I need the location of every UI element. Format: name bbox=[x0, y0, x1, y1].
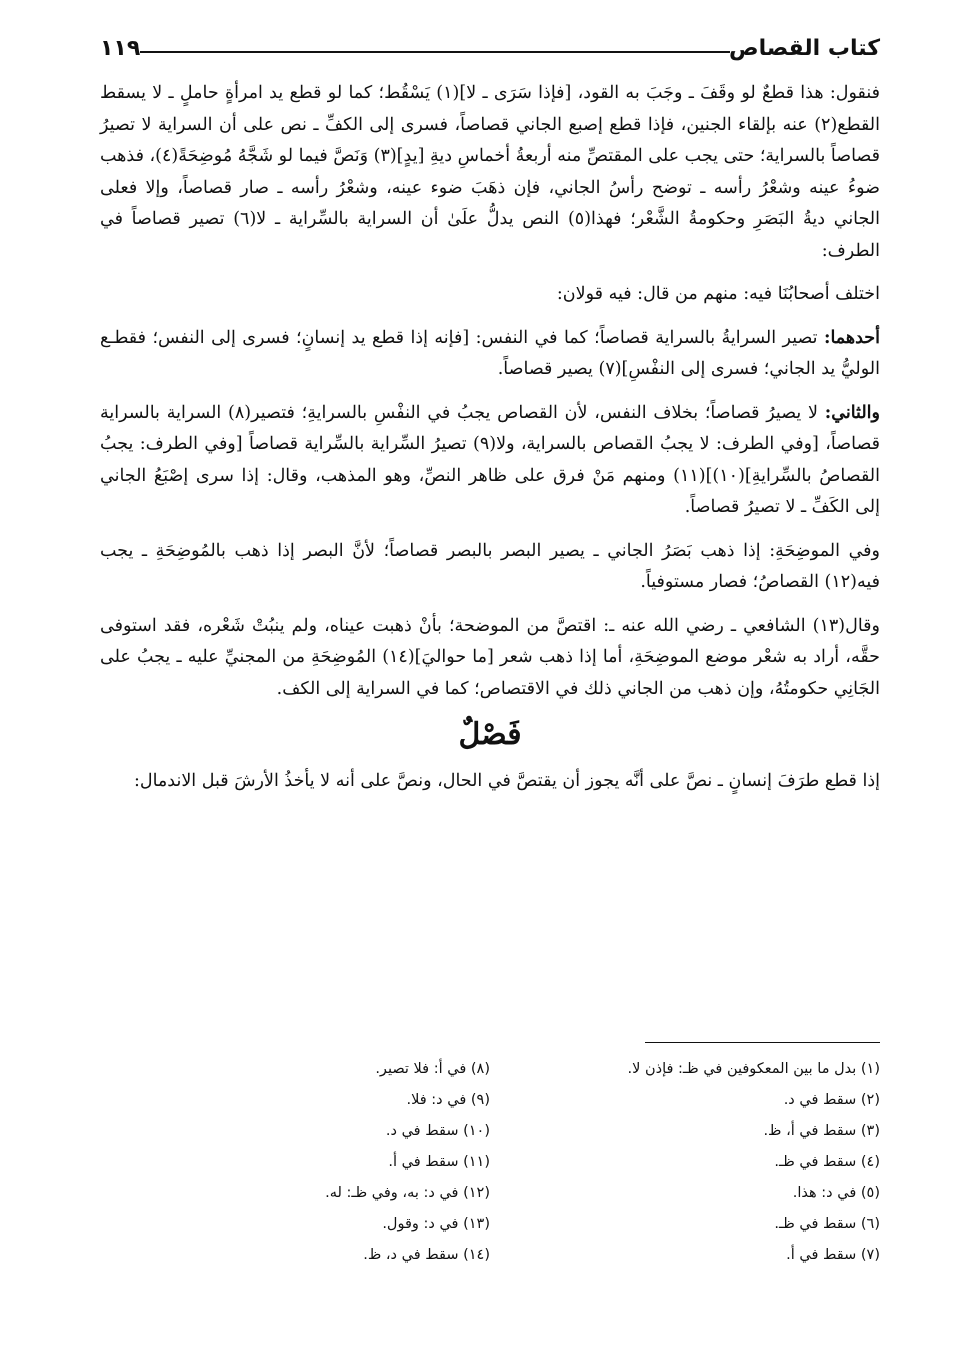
footnotes-left-column bbox=[110, 1054, 490, 1271]
section-heading: فَصْلٌ bbox=[458, 717, 522, 752]
paragraph-text: وقال(١٣) الشافعي ـ رضي الله عنه ـ: اقتصَّ من الموضحة؛ بأنْ ذهبت عيناه، ولم ينبُتْ شَعْره، فقد استوفى حقَّه، أراد به شعْر موضع الموضِحَةِ، أما إذا ذهب شعر [ما حواليَ](١٤) المُوضِحَةِ من المجنيِّ عليه ـ يجبُ على الجَانِي حكومتُهُ، وإن ذهب من الجاني ذلك في الاقتصاص؛ كما في السراية إلى الكف. bbox=[100, 615, 880, 699]
footnote: (٨) في أ: فلا تصير. bbox=[375, 1061, 490, 1077]
paragraph-text: وفي الموضِحَةِ: إذا ذهب بَصَرُ الجاني ـ يصير البصر بالبصر قصاصاً؛ لأنَّ البصر إذا ذهب بالمُوضِحَةِ ـ يجب فيه(١٢) القصاصُ؛ فصار مستوفياً. bbox=[100, 540, 880, 592]
footnotes-right-column bbox=[500, 1054, 880, 1271]
paragraph bbox=[100, 323, 880, 386]
paragraph bbox=[100, 611, 880, 706]
section-paragraph bbox=[100, 766, 880, 798]
footnote: (٢) سقط في د. bbox=[783, 1092, 880, 1108]
footnote: (٥) في د: هذا. bbox=[792, 1185, 880, 1201]
paragraph bbox=[100, 279, 880, 311]
paragraph-text: فنقول: هذا قطعٌ لو وقَفَ ـ وجَبَ به القود، [فإذا سَرَى ـ لا](١) يَسْقُط؛ كما لو قطع يد امرأةٍ حاملٍ ـ لا يسقط القطع(٢) عنه بإلقاء الجنين، فإذا قطع إصبع الجاني قصاصاً، فسرى إلى الكفِّ ـ نص على أن السراية لا تصيرُ قصاصاً بالسراية؛ حتى يجب على المقتصِّ منه أربعةُ أخماسِ ديةِ [يدٍ](٣) وَنَصَّ فيما لو شَجَّهُ مُوضِحَةً(٤)، فذهب ضوءُ عينه وشعْرُ رأسه ـ توضح رأسُ الجاني، فإن ذهَبَ ضوء عينه، وشعْرُ رأسه ـ صار قصاصاً، وإلا فعلى الجاني ديةُ البَصَرِ وحكومةُ الشَّعْر؛ فهذا(٥) النص يدلُّ علَىٰ أن السراية بالسِّراية ـ لا(٦) تصير قصاصاً في الطرف: bbox=[100, 83, 881, 261]
paragraph-text: إذا قطع طرَفَ إنسانٍ ـ نصَّ على أنَّه يجوز أن يقتصَّ في الحال، ونصَّ على أنه لا يأخذُ الأرشَ قبل الاندمال: bbox=[133, 771, 880, 791]
header-rule bbox=[140, 51, 730, 53]
paragraph-lead: والثاني: bbox=[824, 402, 880, 423]
paragraph-text: لا يصيرُ قصاصاً؛ بخلاف النفس، لأن القصاص يجبُ في النفْسِ بالسرايةِ؛ فتصير(٨) السراية بالسراية قصاصاً، [وفي الطرف: لا يجبُ القصاص بالسراية، ولا(٩) تصيرُ السِّراية بالسِّراية قصاصاً [وفي الطرف: يجبُ القصاصُ بالسِّرايةِ](١٠)](١١) ومنهم مَنْ فرق على ظاهر النصِّ، وهو المذهب، وقال: إذا سرى إصْبَعُ الجاني إلى الكَفِّ ـ لا تصيرُ قصاصاً. bbox=[100, 402, 880, 517]
paragraph-lead: أحدهما: bbox=[823, 327, 880, 348]
footnote: (١٠) سقط في د. bbox=[385, 1123, 490, 1139]
paragraph bbox=[100, 536, 880, 599]
paragraph-text: اختلف أصحابُنَا فيه: منهم من قال: فيه قولان: bbox=[556, 284, 880, 304]
footnotes bbox=[100, 1054, 880, 1314]
footnote: (١) بدل ما بين المعكوفين في ظـ: فإذن لا. bbox=[627, 1061, 880, 1077]
footnote: (٧) سقط في أ. bbox=[786, 1247, 880, 1263]
paragraph-text: تصير السرايةُ بالسراية قصاصاً؛ كما في النفس: [فإنه إذا قطع يد إنسانٍ؛ فسرى إلى النفس؛ فقطـع الوليُّ يد الجاني؛ فسرى إلى النفْسِ](٧) يصير قصاصاً. bbox=[100, 327, 880, 379]
paragraph bbox=[100, 78, 880, 267]
footnote-separator bbox=[645, 1042, 880, 1043]
footnote: (١٤) سقط في د، ظ. bbox=[363, 1247, 490, 1263]
footnote: (٣) سقط في أ، ظ. bbox=[763, 1123, 880, 1139]
main-text bbox=[100, 78, 880, 810]
footnote: (١١) سقط في أ. bbox=[388, 1154, 490, 1170]
running-header bbox=[100, 34, 880, 74]
footnote: (١٢) في د: به، وفي ظـ: له. bbox=[325, 1185, 490, 1201]
footnote: (٩) في د: فلا. bbox=[406, 1092, 490, 1108]
footnote: (١٣) في د: وقول. bbox=[382, 1216, 490, 1232]
footnote: (٦) سقط في ظـ. bbox=[774, 1216, 880, 1232]
page-number: ١١٩ bbox=[100, 36, 141, 61]
book-page bbox=[100, 34, 880, 1334]
paragraph bbox=[100, 398, 880, 524]
book-title: كتاب القصاص bbox=[729, 36, 880, 61]
footnote: (٤) سقط في ظـ. bbox=[774, 1154, 880, 1170]
